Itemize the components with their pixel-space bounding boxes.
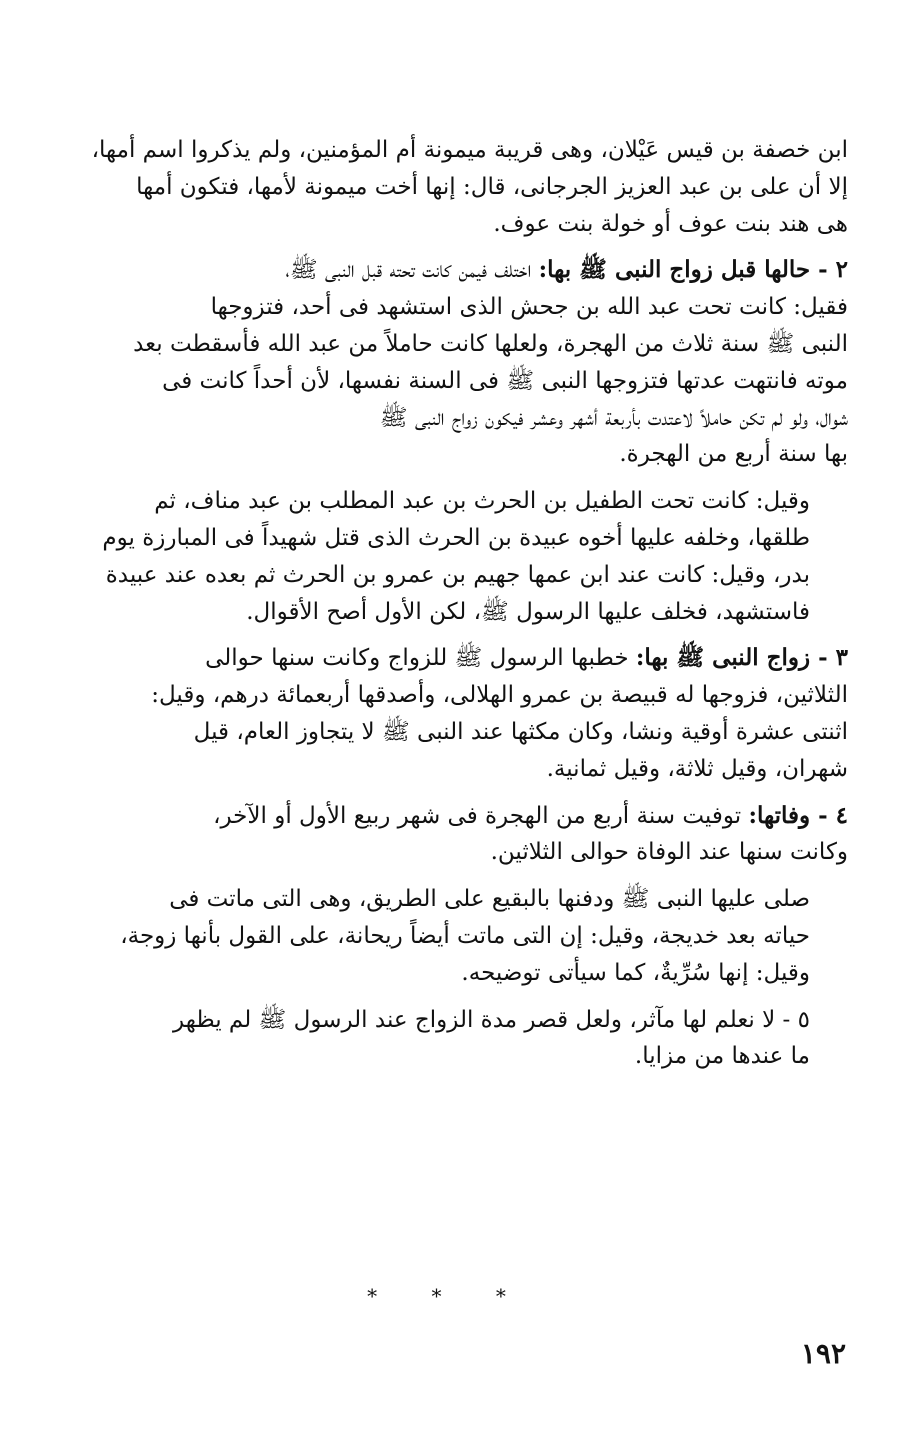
text-line: طلقها، وخلفه عليها أخوه عبيدة بن الحرث الذى قتل شهيداً فى المبارزة يوم xyxy=(102,524,810,551)
text-fragment: اختلف فيمن كانت تحته قبل النبى ﷺ، xyxy=(285,257,539,284)
paragraph-marriage xyxy=(40,640,848,787)
text-line: ما عندها من مزايا. xyxy=(634,1043,810,1070)
section-separator: * * * xyxy=(367,1284,530,1308)
text-line xyxy=(40,640,848,677)
paragraph-burial xyxy=(40,881,848,991)
text-line: النبى ﷺ سنة ثلاث من الهجرة، ولعلها كانت حاملاً من عبد الله فأسقطت بعد xyxy=(133,330,848,357)
section-heading: ٣ - زواج النبى ﷺ بها: xyxy=(635,644,848,672)
text-line: وقيل: إنها سُرِّيةٌ، كما سيأتى توضيحه. xyxy=(461,959,810,986)
text-line: إلا أن على بن عبد العزيز الجرجانى، قال: إنها أخت ميمونة لأمها، فتكون أمها xyxy=(136,173,848,200)
text-line xyxy=(40,252,848,289)
text-line: حياته بعد خديجة، وقيل: إن التى ماتت أيضاً ريحانة، على القول بأنها زوجة، xyxy=(120,922,810,949)
text-fragment: خطبها الرسول ﷺ للزواج وكانت سنها حوالى xyxy=(205,645,636,672)
section-heading: ٢ - حالها قبل زواج النبى ﷺ بها: xyxy=(538,256,848,284)
paragraph-merits xyxy=(40,1002,848,1076)
text-line: وقيل: كانت تحت الطفيل بن الحرث بن عبد المطلب بن عبد مناف، ثم xyxy=(154,488,810,515)
text-line: وكانت سنها عند الوفاة حوالى الثلاثين. xyxy=(490,839,848,866)
text-line: ابن خصفة بن قيس عَيْلان، وهى قريبة ميمونة أم المؤمنين، ولم يذكروا اسم أمها، xyxy=(91,137,848,163)
text-line: بدر، وقيل: كانت عند ابن عمها جهيم بن عمرو بن الحرث ثم بعده عند عبيدة xyxy=(105,561,810,588)
text-line: شوال، ولو لم تكن حاملاً لاعتدت بأربعة أشهر وعشر فيكون زواج النبى ﷺ xyxy=(379,404,848,431)
page-body xyxy=(40,132,848,1085)
text-line: فقيل: كانت تحت عبد الله بن جحش الذى استشهد فى أحد، فتزوجها xyxy=(210,294,848,321)
paragraph-death xyxy=(40,798,848,872)
text-line xyxy=(40,798,848,835)
paragraph-previous-husbands xyxy=(40,483,848,630)
paragraph-before-marriage xyxy=(40,252,848,473)
section-heading: ٤ - وفاتها: xyxy=(748,801,848,829)
text-line: هى هند بنت عوف أو خولة بنت عوف. xyxy=(493,210,848,237)
text-line: ٥ - لا نعلم لها مآثر، ولعل قصر مدة الزواج عند الرسول ﷺ لم يظهر xyxy=(173,1006,810,1033)
text-fragment: توفيت سنة أربع من الهجرة فى شهر ربيع الأول أو الآخر، xyxy=(213,802,749,829)
text-line: شهران، وقيل ثلاثة، وقيل ثمانية. xyxy=(546,755,848,782)
text-line: اثنتى عشرة أوقية ونشا، وكان مكثها عند النبى ﷺ لا يتجاوز العام، قيل xyxy=(193,718,848,745)
text-line: الثلاثين، فزوجها له قبيصة بن عمرو الهلالى، وأصدقها أربعمائة درهم، وقيل: xyxy=(151,682,848,709)
paragraph-lineage xyxy=(40,132,848,242)
text-line: موته فانتهت عدتها فتزوجها النبى ﷺ فى السنة نفسها، لأن أحداً كانت فى xyxy=(162,367,848,394)
page-number: ١٩٢ xyxy=(800,1337,846,1370)
text-line: فاستشهد، فخلف عليها الرسول ﷺ، لكن الأول أصح الأقوال. xyxy=(246,598,810,625)
text-line: بها سنة أربع من الهجرة. xyxy=(619,441,848,468)
text-line: صلى عليها النبى ﷺ ودفنها بالبقيع على الطريق، وهى التى ماتت فى xyxy=(169,886,810,913)
